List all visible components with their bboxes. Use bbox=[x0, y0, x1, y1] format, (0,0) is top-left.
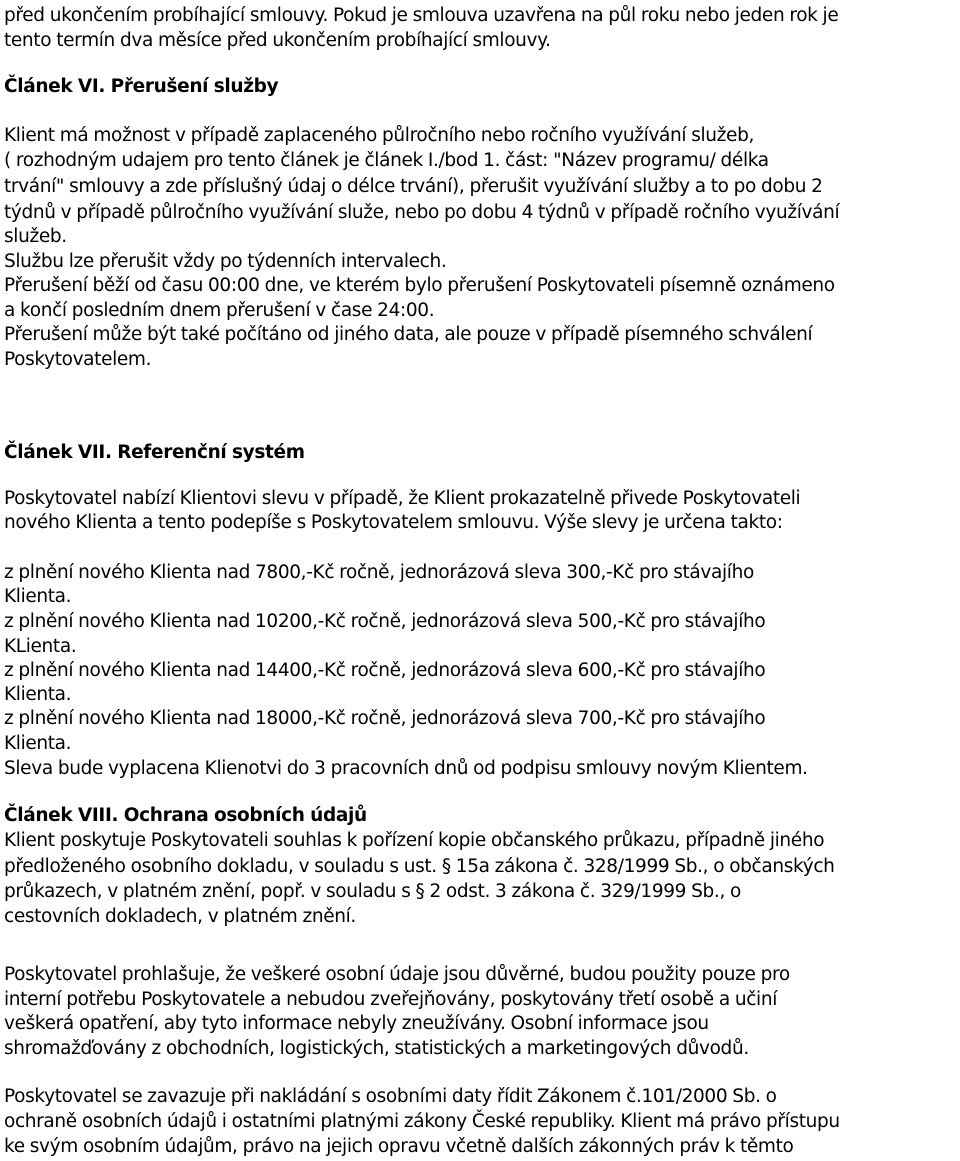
paragraph-line: Přerušení běží od času 00:00 dne, ve kterém bylo přerušení Poskytovateli písemně oznámeno bbox=[4, 275, 835, 296]
article-6-heading: Článek VI. Přerušení služby bbox=[4, 76, 279, 97]
paragraph-line: Poskytovatel nabízí Klientovi slevu v případě, že Klient prokazatelně přivede Poskytovateli bbox=[4, 488, 801, 509]
paragraph-line: veškerá opatření, aby tyto informace nebyly zneužívány. Osobní informace jsou bbox=[4, 1013, 709, 1034]
paragraph-line: Klient má možnost v případě zaplaceného půlročního nebo ročního využívání služeb, bbox=[4, 125, 755, 146]
paragraph-line: a končí posledním dnem přerušení v čase 24:00. bbox=[4, 300, 435, 321]
paragraph-line: průkazech, v platném znění, popř. v souladu s § 2 odst. 3 zákona č. 329/1999 Sb., o bbox=[4, 881, 741, 902]
paragraph-line: Klient poskytuje Poskytovateli souhlas k pořízení kopie občanského průkazu, případně jiného bbox=[4, 830, 825, 851]
discount-tier-line: KLienta. bbox=[4, 636, 77, 657]
discount-tier-line: z plnění nového Klienta nad 18000,-Kč ročně, jednorázová sleva 700,-Kč pro stávajího bbox=[4, 708, 766, 729]
paragraph-line: trvání" smlouvy a zde příslušný údaj o délce trvání), přerušit využívání služby a to po dobu 2 bbox=[4, 176, 823, 197]
discount-tier-line: z plnění nového Klienta nad 7800,-Kč ročně, jednorázová sleva 300,-Kč pro stávajího bbox=[4, 562, 754, 583]
paragraph-line: Poskytovatelem. bbox=[4, 349, 152, 370]
paragraph-line: nového Klienta a tento podepíše s Poskytovatelem smlouvu. Výše slevy je určena takto: bbox=[4, 512, 783, 533]
discount-tier-line: Klienta. bbox=[4, 733, 72, 754]
paragraph-line: ke svým osobním údajům, právo na jejich opravu včetně dalších zákonných práv k těmto bbox=[4, 1136, 794, 1157]
paragraph-line: Přerušení může být také počítáno od jiného data, ale pouze v případě písemného schválení bbox=[4, 324, 813, 345]
paragraph-line: týdnů v případě půlročního využívání služe, nebo po dobu 4 týdnů v případě ročního využívání bbox=[4, 202, 840, 223]
discount-tier-line: Klienta. bbox=[4, 586, 72, 607]
discount-tier-line: z plnění nového Klienta nad 14400,-Kč ročně, jednorázová sleva 600,-Kč pro stávajího bbox=[4, 660, 766, 681]
paragraph-line: shromažďovány z obchodních, logistických, statistických a marketingových důvodů. bbox=[4, 1038, 749, 1059]
paragraph-line: Poskytovatel se zavazuje při nakládání s osobními daty řídit Zákonem č.101/2000 Sb. o bbox=[4, 1086, 777, 1107]
paragraph-line: Poskytovatel prohlašuje, že veškeré osobní údaje jsou důvěrné, budou použity pouze pro bbox=[4, 964, 790, 985]
paragraph-line: předloženého osobního dokladu, v souladu s ust. § 15a zákona č. 328/1999 Sb., o občanských bbox=[4, 856, 835, 877]
article-7-heading: Článek VII. Referenční systém bbox=[4, 442, 305, 463]
paragraph-line: ( rozhodným udajem pro tento článek je článek I./bod 1. část: "Název programu/ délka bbox=[4, 150, 769, 171]
paragraph-line: ochraně osobních údajů i ostatními platnými zákony České republiky. Klient má právo přístupu bbox=[4, 1111, 840, 1132]
paragraph-line: interní potřebu Poskytovatele a nebudou zveřejňovány, poskytovány třetí osobě a učiní bbox=[4, 989, 777, 1010]
paragraph-line: Službu lze přerušit vždy po týdenních intervalech. bbox=[4, 251, 447, 272]
discount-tier-line: z plnění nového Klienta nad 10200,-Kč ročně, jednorázová sleva 500,-Kč pro stávajího bbox=[4, 611, 766, 632]
paragraph-line: cestovních dokladech, v platném znění. bbox=[4, 906, 356, 927]
discount-tier-line: Klienta. bbox=[4, 684, 72, 705]
paragraph-line: služeb. bbox=[4, 226, 67, 247]
paragraph-line: tento termín dva měsíce před ukončením probíhající smlouvy. bbox=[4, 30, 551, 51]
article-8-heading: Článek VIII. Ochrana osobních údajů bbox=[4, 805, 367, 826]
payout-note-line: Sleva bude vyplacena Klienotvi do 3 pracovních dnů od podpisu smlouvy novým Klientem. bbox=[4, 758, 808, 779]
paragraph-line: před ukončením probíhající smlouvy. Pokud je smlouva uzavřena na půl roku nebo jeden rok je bbox=[4, 5, 839, 26]
